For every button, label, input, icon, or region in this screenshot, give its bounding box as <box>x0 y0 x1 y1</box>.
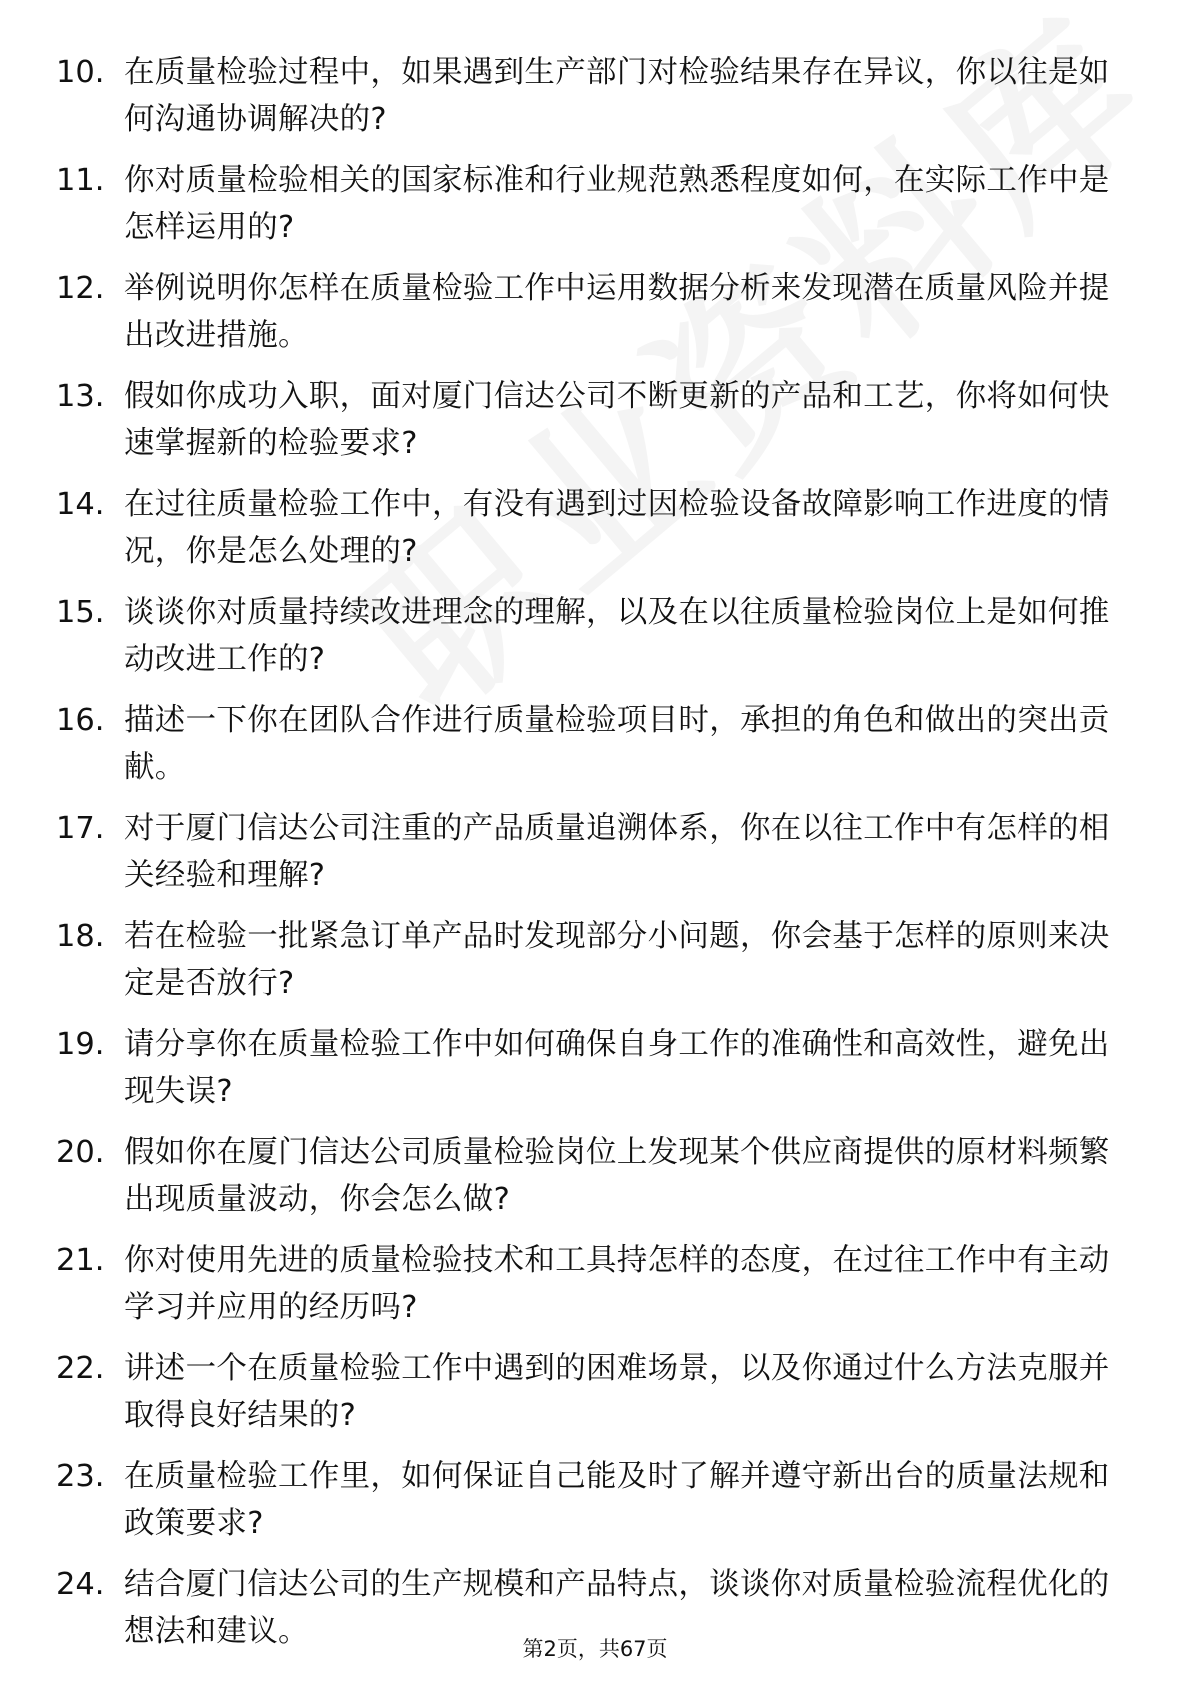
item-number: 14. <box>56 487 105 522</box>
item-text: 举例说明你怎样在质量检验工作中运用数据分析来发现潜在质量风险并提出改进措施。 <box>124 271 1110 353</box>
item-number: 10. <box>56 55 105 90</box>
question-list <box>56 50 1136 1670</box>
page-footer: 第2页，共67页 <box>522 1637 668 1661</box>
list-item <box>56 266 1136 359</box>
item-text: 在过往质量检验工作中，有没有遇到过因检验设备故障影响工作进度的情况，你是怎么处理的? <box>124 487 1110 569</box>
item-text: 请分享你在质量检验工作中如何确保自身工作的准确性和高效性，避免出现失误? <box>124 1027 1110 1109</box>
list-item <box>56 482 1136 575</box>
item-number: 16. <box>56 703 105 738</box>
item-text: 讲述一个在质量检验工作中遇到的困难场景，以及你通过什么方法克服并取得良好结果的? <box>124 1351 1110 1433</box>
item-number: 21. <box>56 1243 105 1278</box>
list-item <box>56 914 1136 1007</box>
item-text: 结合厦门信达公司的生产规模和产品特点，谈谈你对质量检验流程优化的想法和建议。 <box>124 1567 1110 1649</box>
item-text: 你对质量检验相关的国家标准和行业规范熟悉程度如何，在实际工作中是怎样运用的? <box>124 163 1110 245</box>
item-number: 15. <box>56 595 105 630</box>
item-number: 12. <box>56 271 105 306</box>
item-text: 若在检验一批紧急订单产品时发现部分小问题，你会基于怎样的原则来决定是否放行? <box>124 919 1110 1001</box>
item-text: 你对使用先进的质量检验技术和工具持怎样的态度，在过往工作中有主动学习并应用的经历吗? <box>124 1243 1110 1325</box>
list-item <box>56 1454 1136 1547</box>
item-text: 假如你成功入职，面对厦门信达公司不断更新的产品和工艺，你将如何快速掌握新的检验要求? <box>124 379 1110 461</box>
item-number: 20. <box>56 1135 105 1170</box>
item-text: 假如你在厦门信达公司质量检验岗位上发现某个供应商提供的原材料频繁出现质量波动，你会怎么做? <box>124 1135 1110 1217</box>
list-item <box>56 50 1136 143</box>
list-item <box>56 1238 1136 1331</box>
item-text: 描述一下你在团队合作进行质量检验项目时，承担的角色和做出的突出贡献。 <box>124 703 1110 785</box>
list-item <box>56 698 1136 791</box>
list-item <box>56 1130 1136 1223</box>
item-number: 18. <box>56 919 105 954</box>
item-number: 19. <box>56 1027 105 1062</box>
item-number: 22. <box>56 1351 105 1386</box>
item-number: 17. <box>56 811 105 846</box>
list-item <box>56 158 1136 251</box>
item-text: 对于厦门信达公司注重的产品质量追溯体系，你在以往工作中有怎样的相关经验和理解? <box>124 811 1110 893</box>
item-text: 在质量检验过程中，如果遇到生产部门对检验结果存在异议，你以往是如何沟通协调解决的? <box>124 55 1110 137</box>
item-number: 13. <box>56 379 105 414</box>
item-number: 11. <box>56 163 105 198</box>
item-number: 23. <box>56 1459 105 1494</box>
item-text: 谈谈你对质量持续改进理念的理解，以及在以往质量检验岗位上是如何推动改进工作的? <box>124 595 1110 677</box>
list-item <box>56 1022 1136 1115</box>
list-item <box>56 806 1136 899</box>
item-number: 24. <box>56 1567 105 1602</box>
list-item <box>56 590 1136 683</box>
item-text: 在质量检验工作里，如何保证自己能及时了解并遵守新出台的质量法规和政策要求? <box>124 1459 1110 1541</box>
list-item <box>56 374 1136 467</box>
list-item <box>56 1346 1136 1439</box>
